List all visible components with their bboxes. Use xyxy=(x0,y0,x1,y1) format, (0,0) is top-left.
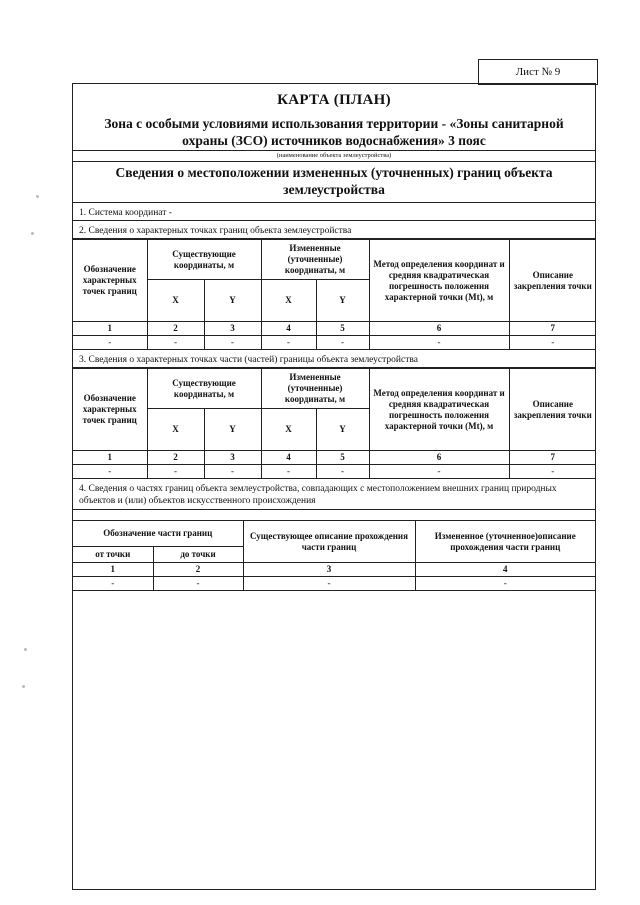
col-method: Метод определения координат и средняя квадратическая погрешность положения характерной точки (Mt), м xyxy=(369,369,509,451)
s2-table xyxy=(73,239,596,350)
scan-dot xyxy=(31,232,34,235)
col-x: X xyxy=(147,280,204,322)
col-y: Y xyxy=(204,409,261,451)
table-cell: - xyxy=(147,336,204,350)
col-changed: Измененные (уточненные) координаты, м xyxy=(261,369,369,409)
table-number-row xyxy=(73,322,596,336)
col-number: 2 xyxy=(147,451,204,465)
s3-title: 3. Сведения о характерных точках части (частей) границы объекта землеустройства xyxy=(73,350,595,368)
col-number: 4 xyxy=(261,322,316,336)
table-cell: - xyxy=(509,336,596,350)
col-parts: Обозначение части границ xyxy=(73,521,243,547)
object-name-caption: (наименование объекта землеустройства) xyxy=(73,150,595,159)
table-cell: - xyxy=(261,336,316,350)
table-cell: - xyxy=(204,465,261,479)
col-existing: Существующие координаты, м xyxy=(147,240,261,280)
col-y: Y xyxy=(204,280,261,322)
col-number: 1 xyxy=(73,563,153,577)
col-number: 6 xyxy=(369,451,509,465)
table-cell: - xyxy=(153,577,243,591)
table-row xyxy=(73,336,596,350)
col-number: 6 xyxy=(369,322,509,336)
col-number: 2 xyxy=(153,563,243,577)
page-title: КАРТА (ПЛАН) xyxy=(277,92,391,108)
scan-dot xyxy=(36,195,39,198)
table-row xyxy=(73,465,596,479)
object-name: Зона с особыми условиями использования территории - «Зоны санитарной охраны (ЗСО) источников водоснабжения» 3 пояс xyxy=(104,116,564,148)
coordinate-system-line: 1. Система координат - xyxy=(73,203,595,221)
col-number: 4 xyxy=(261,451,316,465)
table-cell: - xyxy=(73,336,147,350)
col-existing: Существующие координаты, м xyxy=(147,369,261,409)
col-number: 7 xyxy=(509,322,596,336)
col-desc: Описание закрепления точки xyxy=(509,369,596,451)
col-x: X xyxy=(261,409,316,451)
s4-table xyxy=(73,520,595,591)
table-row xyxy=(73,577,595,591)
document-frame xyxy=(72,83,596,890)
col-point: Обозначение характерных точек границ xyxy=(73,369,147,451)
col-number: 1 xyxy=(73,322,147,336)
col-from: от точки xyxy=(73,547,153,563)
col-number: 4 xyxy=(415,563,595,577)
col-desc: Описание закрепления точки xyxy=(509,240,596,322)
col-number: 5 xyxy=(316,451,369,465)
col-number: 3 xyxy=(243,563,415,577)
col-to: до точки xyxy=(153,547,243,563)
scan-dot xyxy=(24,648,27,651)
col-changed: Измененные (уточненные) координаты, м xyxy=(261,240,369,280)
col-number: 2 xyxy=(147,322,204,336)
col-number: 3 xyxy=(204,322,261,336)
table-cell: - xyxy=(243,577,415,591)
table-cell: - xyxy=(316,465,369,479)
section-title: Сведения о местоположении измененных (уточненных) границ объекта землеустройства xyxy=(73,162,595,203)
s2-title: 2. Сведения о характерных точках границ объекта землеустройства xyxy=(73,221,595,239)
col-y: Y xyxy=(316,409,369,451)
table-cell: - xyxy=(316,336,369,350)
sheet-number-box xyxy=(478,59,598,85)
col-method: Метод определения координат и средняя квадратическая погрешность положения характерной точки (Mt), м xyxy=(369,240,509,322)
table-cell: - xyxy=(369,336,509,350)
col-existing-desc: Существующее описание прохождения части границ xyxy=(243,521,415,563)
col-number: 1 xyxy=(73,451,147,465)
table-cell: - xyxy=(261,465,316,479)
col-changed-desc: Измененное (уточненное)описание прохождения части границ xyxy=(415,521,595,563)
col-number: 5 xyxy=(316,322,369,336)
col-number: 3 xyxy=(204,451,261,465)
col-x: X xyxy=(261,280,316,322)
s4-title: 4. Сведения о частях границ объекта землеустройства, совпадающих с местоположением внешних границ природных объектов и (или) объектов искусственного происхождения xyxy=(73,479,595,510)
col-number: 7 xyxy=(509,451,596,465)
table-cell: - xyxy=(509,465,596,479)
table-cell: - xyxy=(204,336,261,350)
col-x: X xyxy=(147,409,204,451)
table-cell: - xyxy=(73,577,153,591)
header xyxy=(73,92,595,203)
col-point: Обозначение характерных точек границ xyxy=(73,240,147,322)
sheet-number: Лист № 9 xyxy=(515,66,561,78)
scan-dot xyxy=(22,685,25,688)
table-cell: - xyxy=(73,465,147,479)
table-cell: - xyxy=(147,465,204,479)
table-number-row xyxy=(73,451,596,465)
s3-table xyxy=(73,368,596,479)
table-cell: - xyxy=(415,577,595,591)
table-number-row xyxy=(73,563,595,577)
col-y: Y xyxy=(316,280,369,322)
table-cell: - xyxy=(369,465,509,479)
